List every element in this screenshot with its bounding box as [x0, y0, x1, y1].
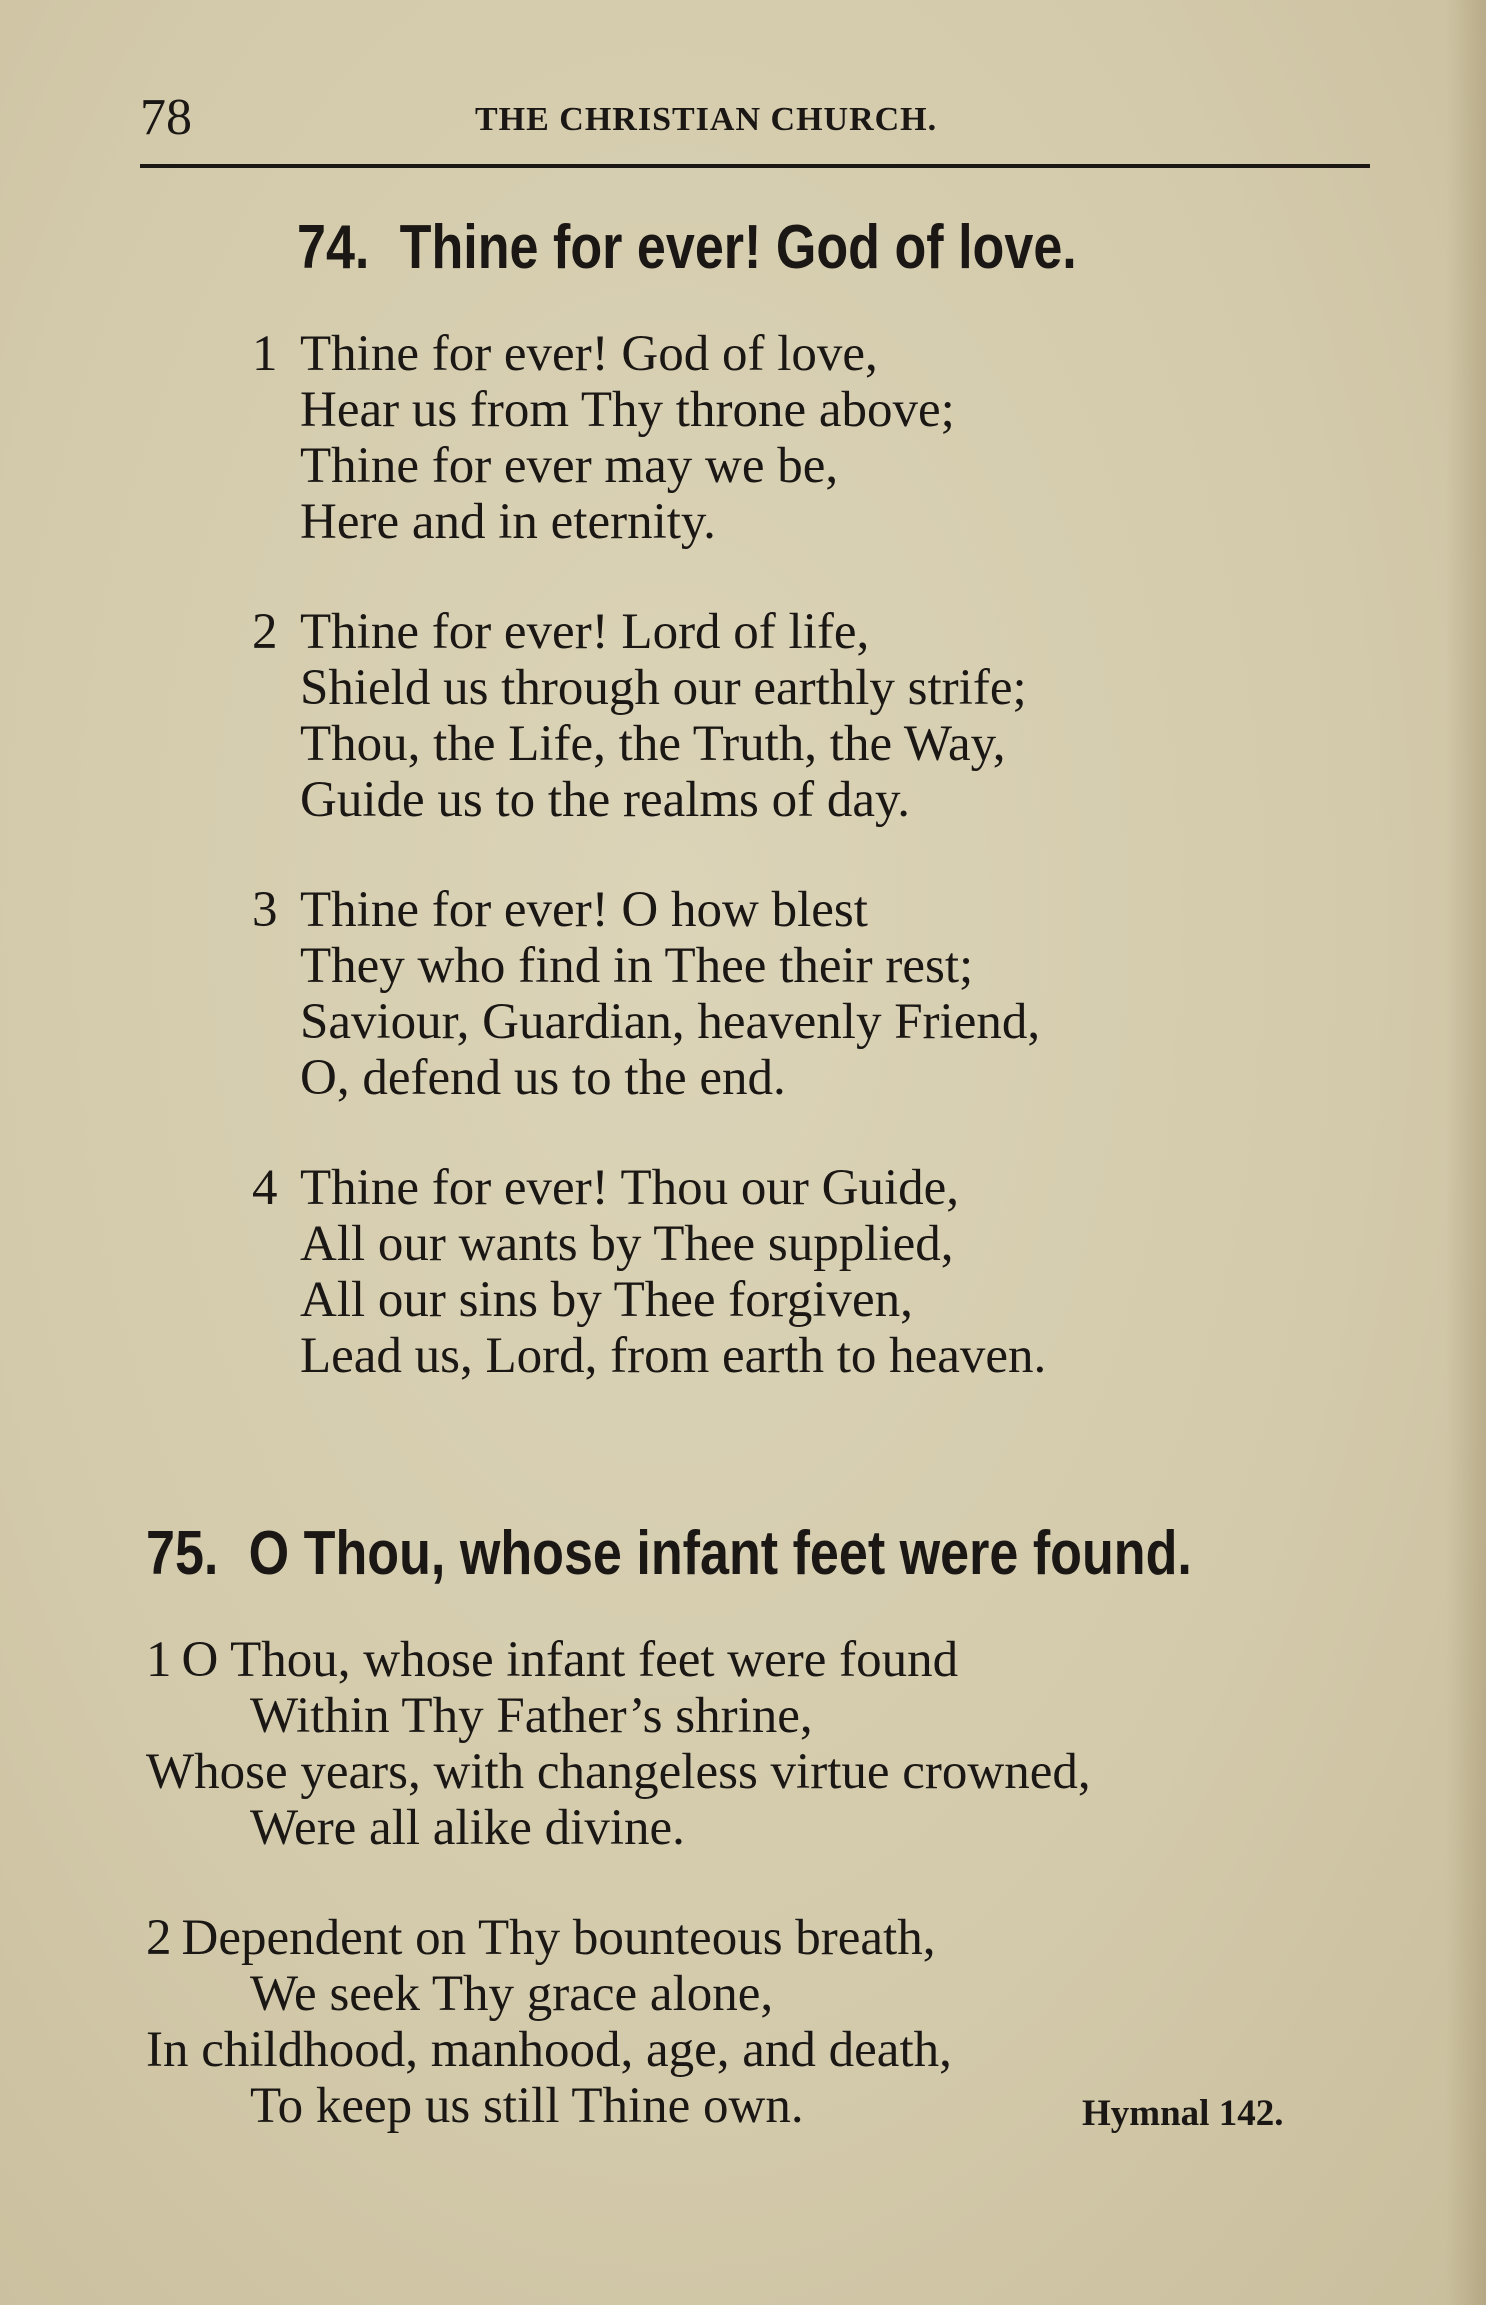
hymn-title [146, 1519, 1192, 1589]
verse-line: Whose years, with changeless virtue crowned, [146, 1744, 1091, 1800]
stanza-number: 2 [252, 604, 278, 660]
hymn-number: 74. [297, 213, 370, 282]
verse-line: Guide us to the realms of day. [300, 772, 910, 828]
stanza [252, 1160, 1046, 1384]
stanza [146, 1910, 952, 2134]
stanza-number: 1 [252, 326, 278, 382]
verse-line: Were all alike divine. [250, 1800, 685, 1856]
header-rule [140, 164, 1370, 168]
stanza-number: 3 [252, 882, 278, 938]
stanza-number: 4 [252, 1160, 278, 1216]
hymn-title [297, 213, 1077, 283]
stanza [252, 882, 1040, 1106]
hymnal-reference: Hymnal 142. [1082, 2093, 1284, 2134]
hymn-title-text: Thine for ever! God of love. [399, 213, 1077, 282]
verse-line: Lead us, Lord, from earth to heaven. [300, 1328, 1047, 1384]
stanza [252, 604, 1027, 828]
hymn-title-text: O Thou, whose infant feet were found. [248, 1519, 1192, 1588]
verse-line: Thine for ever may we be, [300, 438, 839, 494]
verse-line: To keep us still Thine own. [250, 2078, 804, 2134]
verse-line: O, defend us to the end. [300, 1050, 786, 1106]
verse-line: Shield us through our earthly strife; [300, 660, 1027, 716]
page-number: 78 [140, 89, 192, 146]
page-edge-shadow [1446, 0, 1486, 2305]
stanza-number: 2 [146, 1910, 172, 1966]
verse-line: All our sins by Thee forgiven, [300, 1272, 913, 1328]
verse-line: 3 Thine for ever! O how blest [252, 882, 868, 938]
verse-line: 4 Thine for ever! Thou our Guide, [252, 1160, 960, 1216]
verse-line: Saviour, Guardian, heavenly Friend, [300, 994, 1041, 1050]
verse-line: Hear us from Thy throne above; [300, 382, 955, 438]
stanza-number: 1 [146, 1632, 172, 1688]
verse-line: We seek Thy grace alone, [250, 1966, 774, 2022]
hymn-number: 75. [146, 1519, 219, 1588]
verse-line: Thou, the Life, the Truth, the Way, [300, 716, 1006, 772]
verse-line: 1 Thine for ever! God of love, [252, 326, 878, 382]
verse-line: Within Thy Father’s shrine, [250, 1688, 813, 1744]
running-title: THE CHRISTIAN CHURCH. [475, 101, 938, 138]
stanza [146, 1632, 1091, 1856]
verse-line: Here and in eternity. [300, 494, 716, 550]
verse-line: All our wants by Thee supplied, [300, 1216, 954, 1272]
stanza [252, 326, 955, 550]
verse-line: 1 O Thou, whose infant feet were found [146, 1632, 959, 1688]
verse-line: 2 Thine for ever! Lord of life, [252, 604, 870, 660]
page-header [140, 88, 1370, 148]
verse-line: 2 Dependent on Thy bounteous breath, [146, 1910, 936, 1966]
verse-line: In childhood, manhood, age, and death, [146, 2022, 952, 2078]
verse-line: They who find in Thee their rest; [300, 938, 974, 994]
